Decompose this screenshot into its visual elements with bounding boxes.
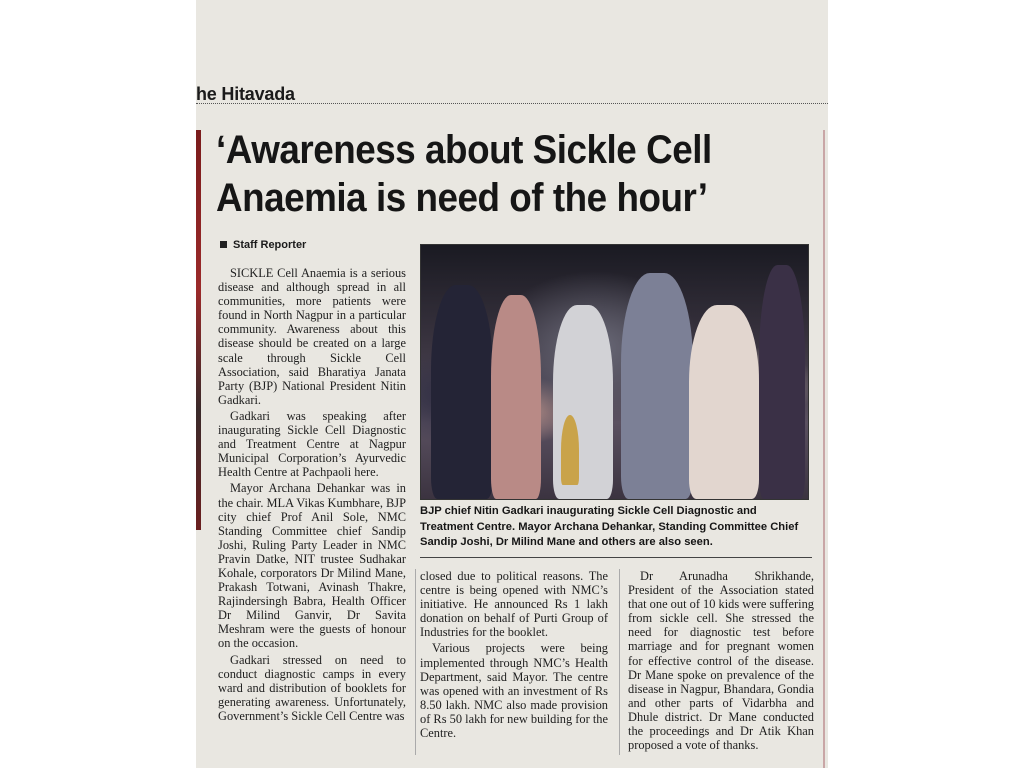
- news-photo: [420, 244, 809, 500]
- caption-divider: [420, 557, 812, 558]
- byline-text: Staff Reporter: [233, 239, 307, 251]
- column-border: [823, 130, 825, 768]
- photo-figure: [621, 273, 693, 499]
- photo-caption: BJP chief Nitin Gadkari inaugurating Sickle Cell Diagnostic and Treatment Centre. Mayor Archana Dehankar, Standing Committee Chief Sandip Joshi, Dr Milind Mane and others are also seen.: [420, 505, 799, 548]
- paragraph: Dr Arunadha Shrikhande, President of the Association stated that one out of 10 kids were suffering from sickle cell. She stressed the need for diagnostic test before marriage and for pregnant women for effective control of the disease. Dr Mane spoke on prevalence of the disease in Nagpur, Bhandara, Gondia and other parts of Vidarbha and Dhule district. Dr Mane conducted the proceedings and Dr Atik Khan proposed a vote of thanks.: [628, 569, 814, 753]
- headline-line-1: ‘Awareness about Sickle Cell: [216, 128, 712, 172]
- column-divider: [619, 569, 620, 755]
- paragraph: Mayor Archana Dehankar was in the chair. MLA Vikas Kumbhare, BJP city chief Prof Anil Sole, NMC Standing Committee chief Sandip Joshi, Ruling Party Leader in NMC Pravin Datke, NIT trustee Sudhakar Kohale, corporators Dr Milind Mane, Prakash Totwani, Avinash Thakre, Rajindersingh Babra, Health Officer Dr Milind Ganvir, Dr Savita Meshram were the guests of honour on the occasion.: [218, 481, 406, 651]
- paragraph: Gadkari was speaking after inaugurating Sickle Cell Diagnostic and Treatment Centre at Nagpur Municipal Corporation’s Ayurvedic Health Centre at Pachpaoli here.: [218, 408, 406, 480]
- byline: [220, 239, 306, 251]
- photo-figure: [491, 295, 541, 499]
- paragraph: closed due to political reasons. The centre is being opened with NMC’s initiative. He announced Rs 1 lakh donation on behalf of Purti Group of Industries for the booklet.: [420, 569, 608, 640]
- lamp-icon: [561, 415, 579, 485]
- paragraph: Gadkari stressed on need to conduct diagnostic camps in every ward and distribution of booklets for generating awareness. Unfortunately, Government’s Sickle Cell Centre was: [218, 652, 406, 723]
- paragraph: SICKLE Cell Anaemia is a serious disease and although spread in all communities, more patients were found in North Nagpur in a particular community. Awareness about this disease should be created on a large scale through Sickle Cell Association, said Bharatiya Janata Party (BJP) National President Nitin Gadkari.: [218, 266, 406, 407]
- photo-figure: [689, 305, 759, 499]
- square-bullet-icon: [220, 241, 227, 248]
- photo-figure: [759, 265, 805, 499]
- article-column-3: [628, 569, 814, 754]
- newspaper-clipping: [196, 0, 828, 768]
- column-divider: [415, 569, 416, 755]
- paragraph: Various projects were being implemented through NMC’s Health Department, said Mayor. The centre was opened with an investment of Rs 8.50 lakh. NMC also made provision of Rs 50 lakh for new building for the Centre.: [420, 641, 608, 741]
- adjacent-ad-edge: [196, 130, 201, 530]
- article-column-1: [218, 266, 406, 725]
- headline: [216, 126, 768, 222]
- photo-figure: [431, 285, 493, 499]
- article-column-2: [420, 569, 608, 742]
- masthead-divider: [196, 103, 828, 104]
- headline-line-2: Anaemia is need of the hour’: [216, 176, 708, 220]
- masthead: he Hitavada: [196, 84, 295, 104]
